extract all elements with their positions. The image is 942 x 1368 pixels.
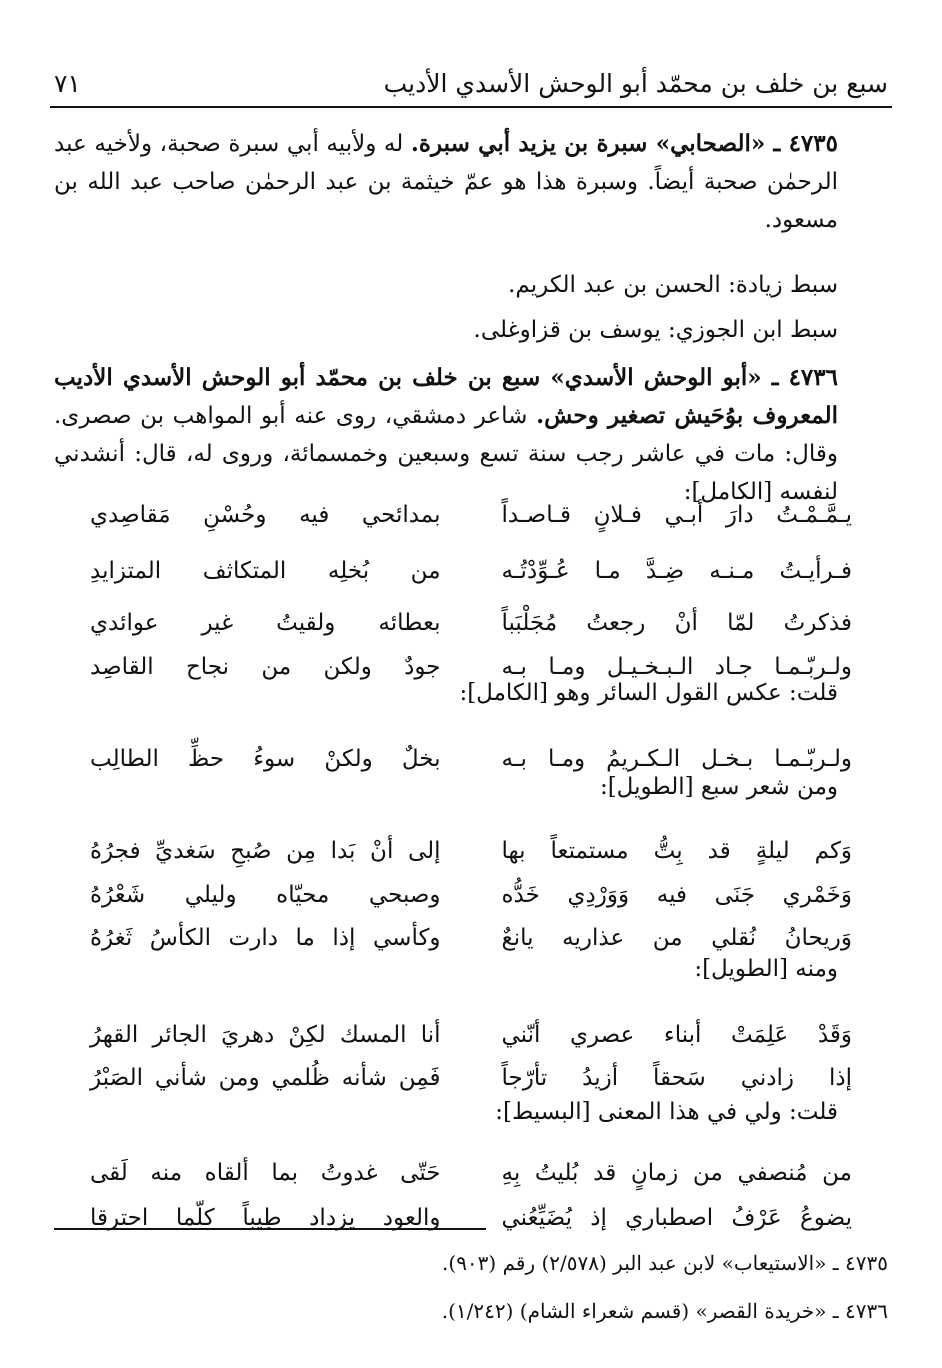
footnote-rule <box>54 1228 486 1230</box>
entry-4735-note-2: سبط ابن الجوزي: يوسف بن قزاوغلى. <box>473 317 838 343</box>
verse-first-hemistich: فذكرتُ لمّا أنْ رجعتُ مُجَلْبَباً <box>501 610 852 636</box>
running-header <box>54 58 888 98</box>
verse-second-hemistich: بخلٌ ولكنْ سوءُ حظِّ الطالِب <box>90 746 441 772</box>
verse-second-hemistich: جودٌ ولكن من نجاح القاصِد <box>90 654 441 680</box>
verse-first-hemistich: وَقَدْ عَلِمَتْ أبناء عصري أنّني <box>501 1022 852 1048</box>
footnote-4735: ٤٧٣٥ ـ «الاستيعاب» لابن عبد البر (٢/٥٧٨) رقم (٩٠٣). <box>442 1251 888 1275</box>
verse-second-hemistich: وصبحي محيّاه وليلي شَعْرُهُ <box>90 882 441 908</box>
verse-second-hemistich: بعطائه ولقيتُ غير عوائدي <box>90 610 441 636</box>
verse-line <box>90 1153 852 1193</box>
verse-line <box>90 831 852 871</box>
verse-first-hemistich: يـمَّـمْـتُ دارَ أبـي فـلانٍ قـاصـداً <box>501 502 852 528</box>
entry-4736-heading: ٤٧٣٦ ـ «أبو الوحش الأسدي» سبع بن خلف بن محمّد أبو الوحش الأسدي الأديب المعروف بوُحَيش تصغير وحش. <box>54 364 838 429</box>
verse-first-hemistich: فـرأيـتُ مـنـه ضِـدَّ مـا عُـوِّدْتُـه <box>501 558 852 584</box>
verse-line <box>90 1058 852 1098</box>
verse-second-hemistich: والعود يزداد طِيباً كلّما احترقا <box>90 1205 441 1231</box>
tawil-intro-1: ومن شعر سبع [الطويل]: <box>599 774 838 800</box>
verse-first-hemistich: ولـربّـمـا جـاد الـبـخـيـل ومـا بـه <box>501 654 852 680</box>
verse-first-hemistich: ولـربّـمـا بـخـل الـكـريمُ ومـا بـه <box>501 746 852 772</box>
verse-first-hemistich: يضوعُ عَرْفُ اصطباري إذ يُضَيِّعُني <box>501 1205 852 1231</box>
verse-line <box>90 603 852 643</box>
basit-intro: قلت: ولي في هذا المعنى [البسيط]: <box>495 1099 838 1125</box>
verse-line <box>90 875 852 915</box>
verse-second-hemistich: وكأسي إذا ما دارت الكأسُ ثَغرُهُ <box>90 925 441 951</box>
verse-second-hemistich: بمدائحي فيه وحُسْنِ مَقاصِدي <box>90 502 441 528</box>
entry-4736-body: شاعر دمشقي، روى عنه أبو المواهب بن صصرى. وقال: مات في عاشر رجب سنة تسع وسبعين وخمسمائة، وروى له، قال: أنشدني لنفسه [الكامل]: <box>54 403 838 505</box>
verse-line <box>90 551 852 591</box>
verse-first-hemistich: وَريحانُ نُقلي من عذاريه يانعٌ <box>501 925 852 951</box>
verse-first-hemistich: إذا زادني سَحقاً أزيدُ تأرّجاً <box>501 1065 852 1091</box>
entry-4736-paragraph <box>54 359 888 511</box>
verse-line <box>90 1198 852 1238</box>
verse-first-hemistich: وَكم ليلةٍ قد بِتُّ مستمتعاً بها <box>501 838 852 864</box>
verse-first-hemistich: من مُنصفي من زمانٍ قد بُليتُ بِهِ <box>501 1160 852 1186</box>
tawil-intro-2: ومنه [الطويل]: <box>694 956 838 982</box>
entry-4735-body: له ولأبيه أبي سبرة صحبة، ولأخيه عبد الرحمٰن صحبة أيضاً. وسبرة هذا هو عمّ خيثمة بن عبد الرحمٰن صاحب عبد الله بن مسعود. <box>54 131 838 233</box>
verse-second-hemistich: إلى أنْ بَدا مِن صُبحِ سَغديِّ فجرُهُ <box>90 838 441 864</box>
reverse-saying-note: قلت: عكس القول السائر وهو [الكامل]: <box>459 680 838 706</box>
footnote-4736: ٤٧٣٦ ـ «خريدة القصر» (قسم شعراء الشام) (١/٢٤٢). <box>441 1299 888 1323</box>
verse-second-hemistich: حَتّى غدوتُ بما ألقاه منه لَقى <box>90 1160 441 1186</box>
verse-second-hemistich: أنا المسك لكِنْ دهريَ الجائر القهرُ <box>90 1022 441 1048</box>
verse-first-hemistich: وَخَمْري جَنَى فيه وَوَرْدِي خَدُّه <box>501 882 852 908</box>
header-rule <box>50 106 892 108</box>
entry-4735-paragraph <box>54 125 888 239</box>
verse-line <box>90 1015 852 1055</box>
entry-4735-heading: ٤٧٣٥ ـ «الصحابي» سبرة بن يزيد أبي سبرة. <box>410 130 838 157</box>
verse-second-hemistich: من بُخلِه المتكاثف المتزايدِ <box>90 558 441 584</box>
verse-line <box>90 495 852 535</box>
entry-4735-note-1: سبط زيادة: الحسن بن عبد الكريم. <box>508 272 838 298</box>
page-number: ٧١ <box>54 69 81 98</box>
running-title: سبع بن خلف بن محمّد أبو الوحش الأسدي الأديب <box>383 69 888 98</box>
verse-second-hemistich: فَمِن شأنه ظُلمي ومن شأني الصَبْرُ <box>90 1065 441 1091</box>
